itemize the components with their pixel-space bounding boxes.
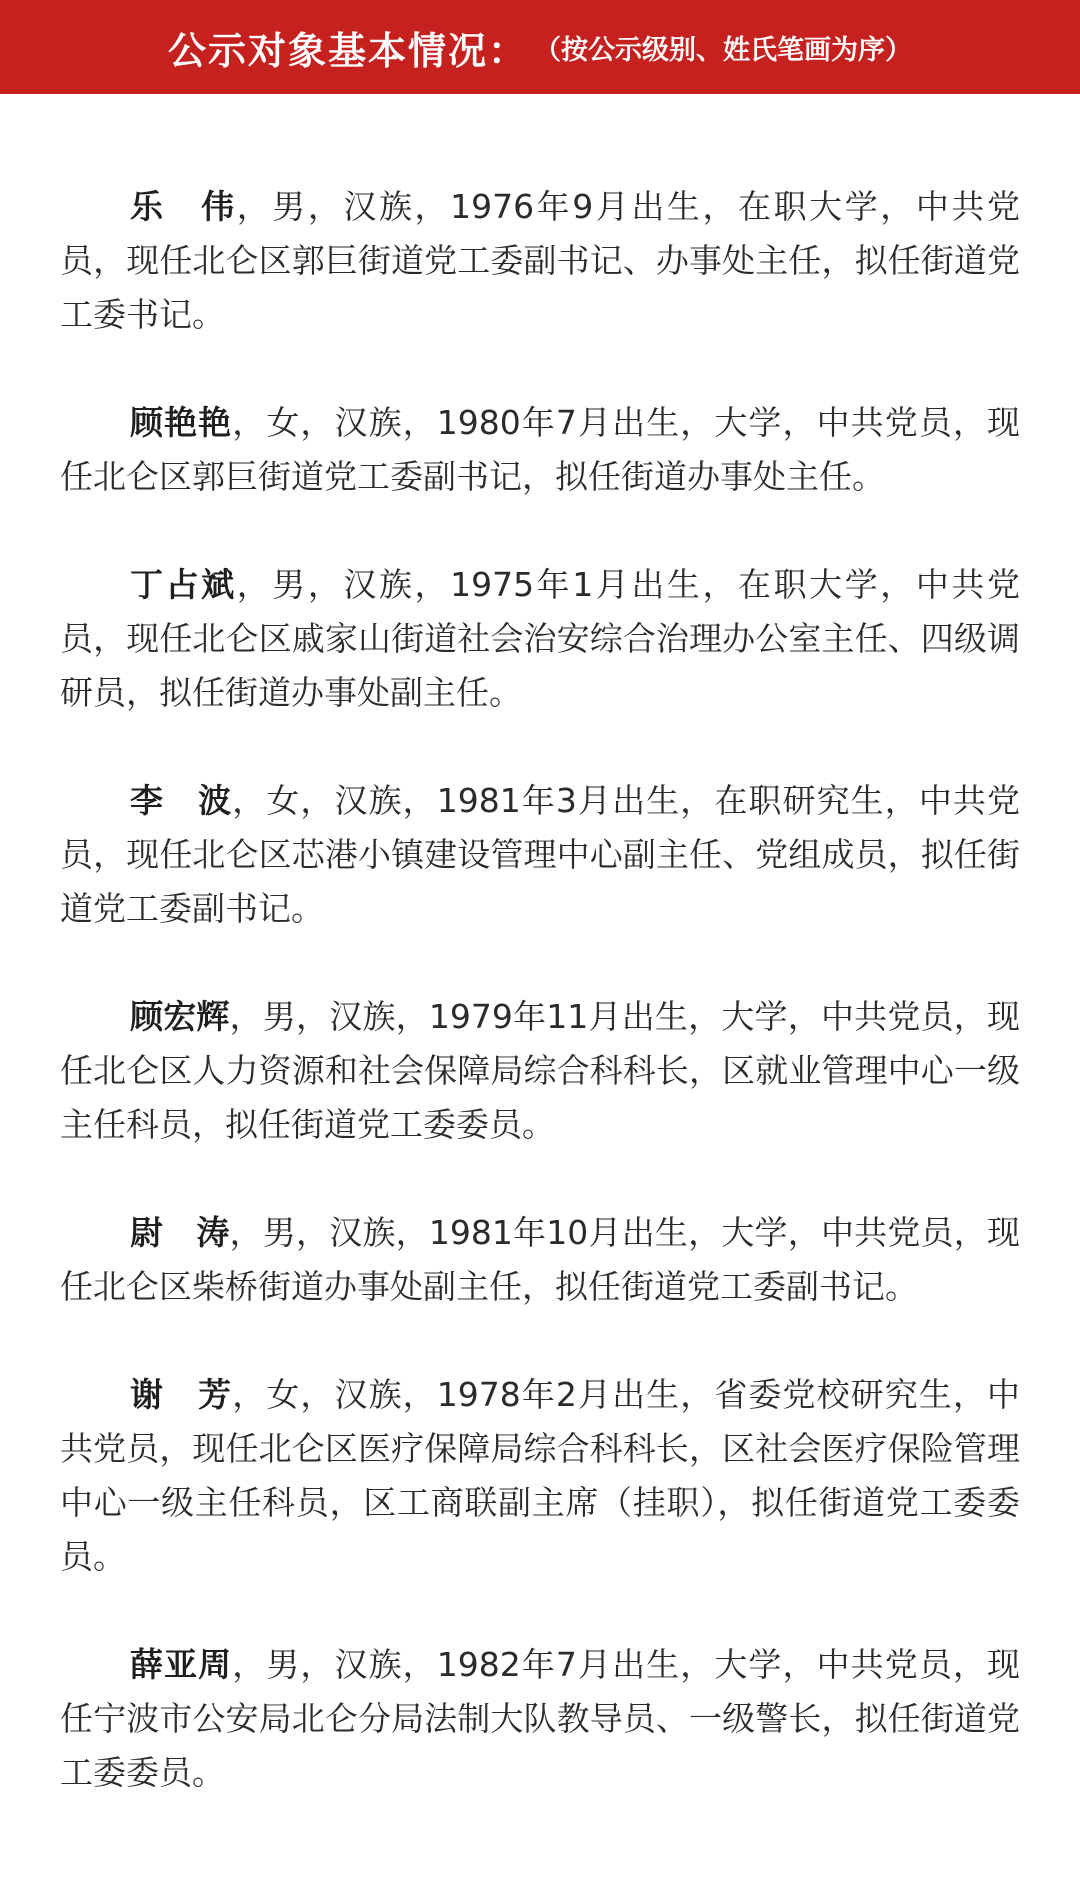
candidate-entry <box>60 180 1020 342</box>
candidate-description: ，男，汉族，1979年11月出生，大学，中共党员，现任北仑区人力资源和社会保障局综合科科长，区就业管理中心一级主任科员，拟任街道党工委委员。 <box>60 997 1021 1144</box>
candidate-description: ，男，汉族，1975年1月出生，在职大学，中共党员，现任北仑区戚家山街道社会治安综合治理办公室主任、四级调研员，拟任街道办事处副主任。 <box>60 565 1020 712</box>
candidate-entry <box>60 990 1020 1152</box>
candidate-description: ，男，汉族，1981年10月出生，大学，中共党员，现任北仑区柴桥街道办事处副主任，拟任街道党工委副书记。 <box>60 1213 1021 1306</box>
candidate-entry <box>60 396 1020 504</box>
candidate-entry <box>60 558 1020 720</box>
header-banner <box>0 0 1080 94</box>
candidate-name: 乐 伟 <box>130 187 237 226</box>
candidate-description: ，男，汉族，1976年9月出生，在职大学，中共党员，现任北仑区郭巨街道党工委副书记、办事处主任，拟任街道党工委书记。 <box>60 187 1020 334</box>
candidate-description: ，女，汉族，1980年7月出生，大学，中共党员，现任北仑区郭巨街道党工委副书记，拟任街道办事处主任。 <box>60 403 1021 496</box>
candidate-name: 丁占斌 <box>130 565 237 604</box>
candidate-name: 尉 涛 <box>130 1213 230 1252</box>
candidate-list <box>60 180 1020 1854</box>
candidate-name: 薛亚周 <box>130 1645 233 1684</box>
candidate-entry <box>60 1368 1020 1584</box>
candidate-description: ，女，汉族，1978年2月出生，省委党校研究生，中共党员，现任北仑区医疗保障局综合科科长，区社会医疗保险管理中心一级主任科员，区工商联副主席（挂职），拟任街道党工委委员。 <box>60 1375 1021 1576</box>
candidate-entry <box>60 1638 1020 1800</box>
candidate-entry <box>60 1206 1020 1314</box>
candidate-name: 顾宏辉 <box>130 997 230 1036</box>
candidate-name: 李 波 <box>130 781 233 820</box>
header-title: 公示对象基本情况： <box>167 28 528 73</box>
candidate-description: ，女，汉族，1981年3月出生，在职研究生，中共党员，现任北仑区芯港小镇建设管理中心副主任、党组成员，拟任街道党工委副书记。 <box>60 781 1021 928</box>
candidate-name: 谢 芳 <box>130 1375 233 1414</box>
candidate-name: 顾艳艳 <box>130 403 233 442</box>
candidate-description: ，男，汉族，1982年7月出生，大学，中共党员，现任宁波市公安局北仑分局法制大队教导员、一级警长，拟任街道党工委委员。 <box>60 1645 1021 1792</box>
header-subtitle: （按公示级别、姓氏笔画为序） <box>534 34 912 66</box>
candidate-entry <box>60 774 1020 936</box>
